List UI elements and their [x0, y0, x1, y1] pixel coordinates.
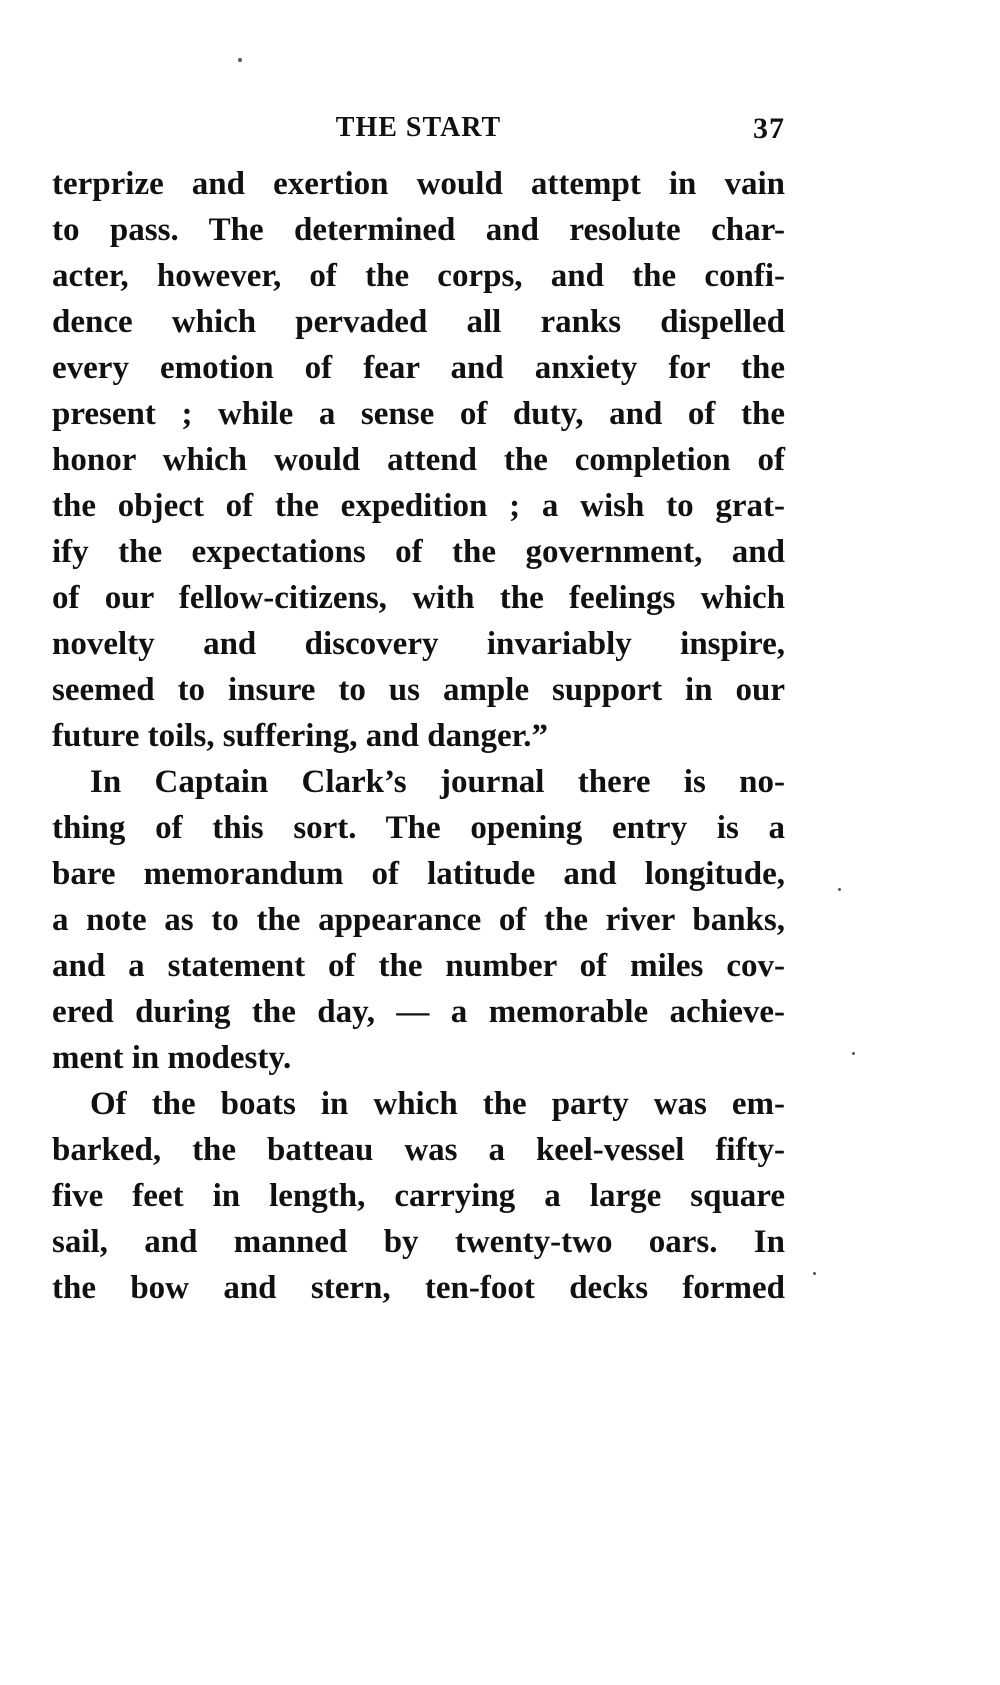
- print-speck: [852, 1052, 855, 1055]
- text-line: sail, and manned by twenty-two oars. In: [52, 1224, 785, 1260]
- text-line: ered during the day, — a memorable achieve-: [52, 994, 785, 1030]
- text-line: novelty and discovery invariably inspire,: [52, 626, 785, 662]
- text-line: barked, the batteau was a keel-vessel fifty-: [52, 1132, 785, 1168]
- text-line: ify the expectations of the government, and: [52, 534, 785, 570]
- text-line: and a statement of the number of miles cov-: [52, 948, 785, 984]
- text-line: acter, however, of the corps, and the confi-: [52, 258, 785, 294]
- text-line: to pass. The determined and resolute char-: [52, 212, 785, 248]
- text-line: In Captain Clark’s journal there is no-: [90, 764, 785, 800]
- text-line: Of the boats in which the party was em-: [90, 1086, 785, 1122]
- text-line: the object of the expedition ; a wish to grat-: [52, 488, 785, 524]
- print-speck: [838, 888, 841, 891]
- text-line: dence which pervaded all ranks dispelled: [52, 304, 785, 340]
- text-line: of our fellow-citizens, with the feelings which: [52, 580, 785, 616]
- text-line: ment in modesty.: [52, 1040, 292, 1076]
- text-line: future toils, suffering, and danger.”: [52, 718, 548, 754]
- text-line: honor which would attend the completion of: [52, 442, 785, 478]
- print-speck: [813, 1272, 816, 1275]
- running-title: THE START: [335, 112, 502, 143]
- print-speck: [238, 58, 242, 62]
- text-line: every emotion of fear and anxiety for the: [52, 350, 785, 386]
- text-line: thing of this sort. The opening entry is a: [52, 810, 785, 846]
- text-line: seemed to insure to us ample support in our: [52, 672, 785, 708]
- text-line: terprize and exertion would attempt in vain: [52, 166, 785, 202]
- text-line: present ; while a sense of duty, and of the: [52, 396, 785, 432]
- text-line: a note as to the appearance of the river banks,: [52, 902, 785, 938]
- page-number: 37: [753, 112, 785, 145]
- running-head: [52, 112, 785, 152]
- text-line: five feet in length, carrying a large square: [52, 1178, 785, 1214]
- text-line: bare memorandum of latitude and longitude,: [52, 856, 785, 892]
- text-line: the bow and stern, ten-foot decks formed: [52, 1270, 785, 1306]
